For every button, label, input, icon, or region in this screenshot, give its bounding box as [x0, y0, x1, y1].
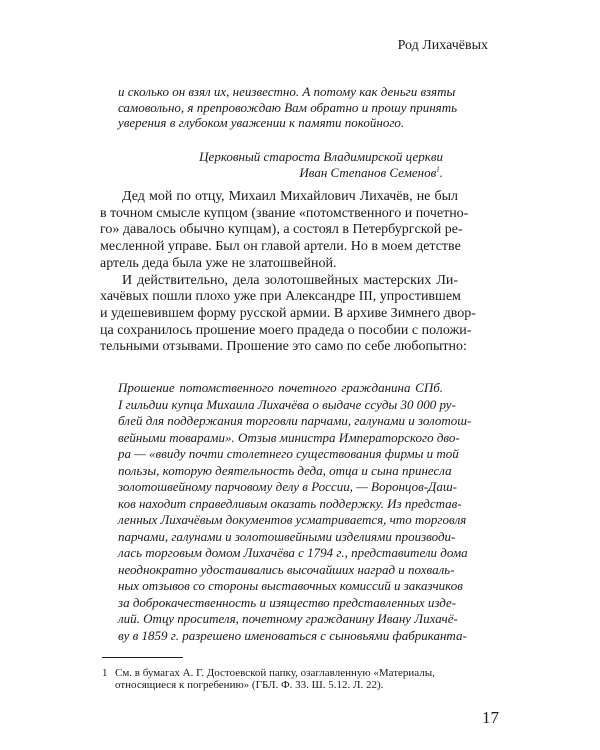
quote-line: лий. Отцу просителя, почетному гражданину Ивану Лихачё- [118, 611, 458, 626]
footnote-number: 1 [102, 667, 108, 679]
letter-line: самовольно, я препровождаю Вам обратно и прошу принять [118, 99, 458, 115]
body-line: хачёвых пошли плохо уже при Александре III, упростившем [100, 289, 461, 305]
petition-quote [118, 380, 472, 644]
quote-line: I гильдии купца Михаила Лихачёва о выдаче ссуды 30 000 ру- [118, 396, 456, 412]
footnote [102, 667, 462, 691]
body-text [100, 189, 476, 356]
quote-line: ра — «ввиду почти столетнего существования фирмы и той [118, 446, 459, 461]
body-line: го» давалось обычно купцам), а состоял в Петербургской ре- [100, 222, 463, 238]
running-head: Род Лихачёвых [397, 38, 488, 53]
footnote-line: См. в бумагах А. Г. Достоевской папку, озаглавленную «Материалы, [115, 667, 435, 679]
signature [118, 149, 443, 181]
quote-line: парчами, галунами и золотошвейными изделиями производи- [118, 528, 456, 544]
body-line: месленной управе. Был он главой артели. Но в моем детстве [100, 239, 461, 255]
quote-line: неоднократно удостаивались высочайших наград и похваль- [118, 561, 455, 577]
quote-line: вейными товарами». Отзыв министра Императорского дво- [118, 429, 460, 445]
quote-line: за доброкачественность и изящество представленных изде- [118, 594, 457, 610]
letter-line: уверения в глубоком уважении к памяти покойного. [118, 115, 405, 130]
quote-line: пользы, которую деятельность деда, отца и сына принесла [118, 462, 452, 478]
quote-line: золотошвейному парчовому делу в России, — Воронцов-Даш- [118, 479, 457, 494]
signature-name [118, 165, 443, 181]
footnote-divider [102, 657, 183, 658]
footnote-ref[interactable]: 1 [436, 165, 440, 174]
body-line: артель деда была уже не златошвейной. [100, 255, 337, 271]
quote-line: блей для поддержания торговли парчами, галунами и золотош- [118, 413, 472, 428]
signature-title: Церковный староста Владимирской церкви [199, 149, 443, 164]
body-line: И действительно, дела золотошвейных мастерских Ли- [122, 272, 458, 288]
quote-line: ву в 1859 г. разрешено именоваться с сыновьями фабриканта- [118, 627, 467, 643]
quote-line: ков находит справедливым оказать поддержку. Из представ- [118, 495, 462, 511]
signature-period: . [439, 165, 443, 180]
body-line: Дед мой по отцу, Михаил Михайлович Лихачёв, не был [122, 189, 458, 204]
quote-line: лась торговым домом Лихачёва с 1794 г., представители дома [118, 545, 468, 560]
letter-quote [118, 84, 458, 131]
letter-line: и сколько он взял их, неизвестно. А потому как деньги взяты [118, 84, 456, 99]
quote-line: ленных Лихачёвым документов усматривается, что торговля [118, 512, 467, 527]
body-line: ца сохранилось прошение моего прадеда о пособии с положи- [100, 322, 472, 338]
body-line: и удешевившем форму русской армии. В архиве Зимнего двор- [100, 305, 476, 321]
footnote-line: относящиеся к погребению» (ГБЛ. Ф. 33. Ш. 5.12. Л. 22). [115, 679, 384, 691]
body-line: в точном смысле купцом (звание «потомственного и почетно- [100, 205, 469, 221]
quote-line: Прошение потомственного почетного гражданина СПб. [118, 380, 443, 395]
page-number: 17 [482, 708, 499, 727]
quote-line: ных отзывов со стороны выставочных комиссий и заказчиков [118, 578, 463, 593]
signature-name-text: Иван Степанов Семенов [299, 165, 437, 180]
body-line: тельными отзывами. Прошение это само по себе любопытно: [100, 339, 467, 355]
